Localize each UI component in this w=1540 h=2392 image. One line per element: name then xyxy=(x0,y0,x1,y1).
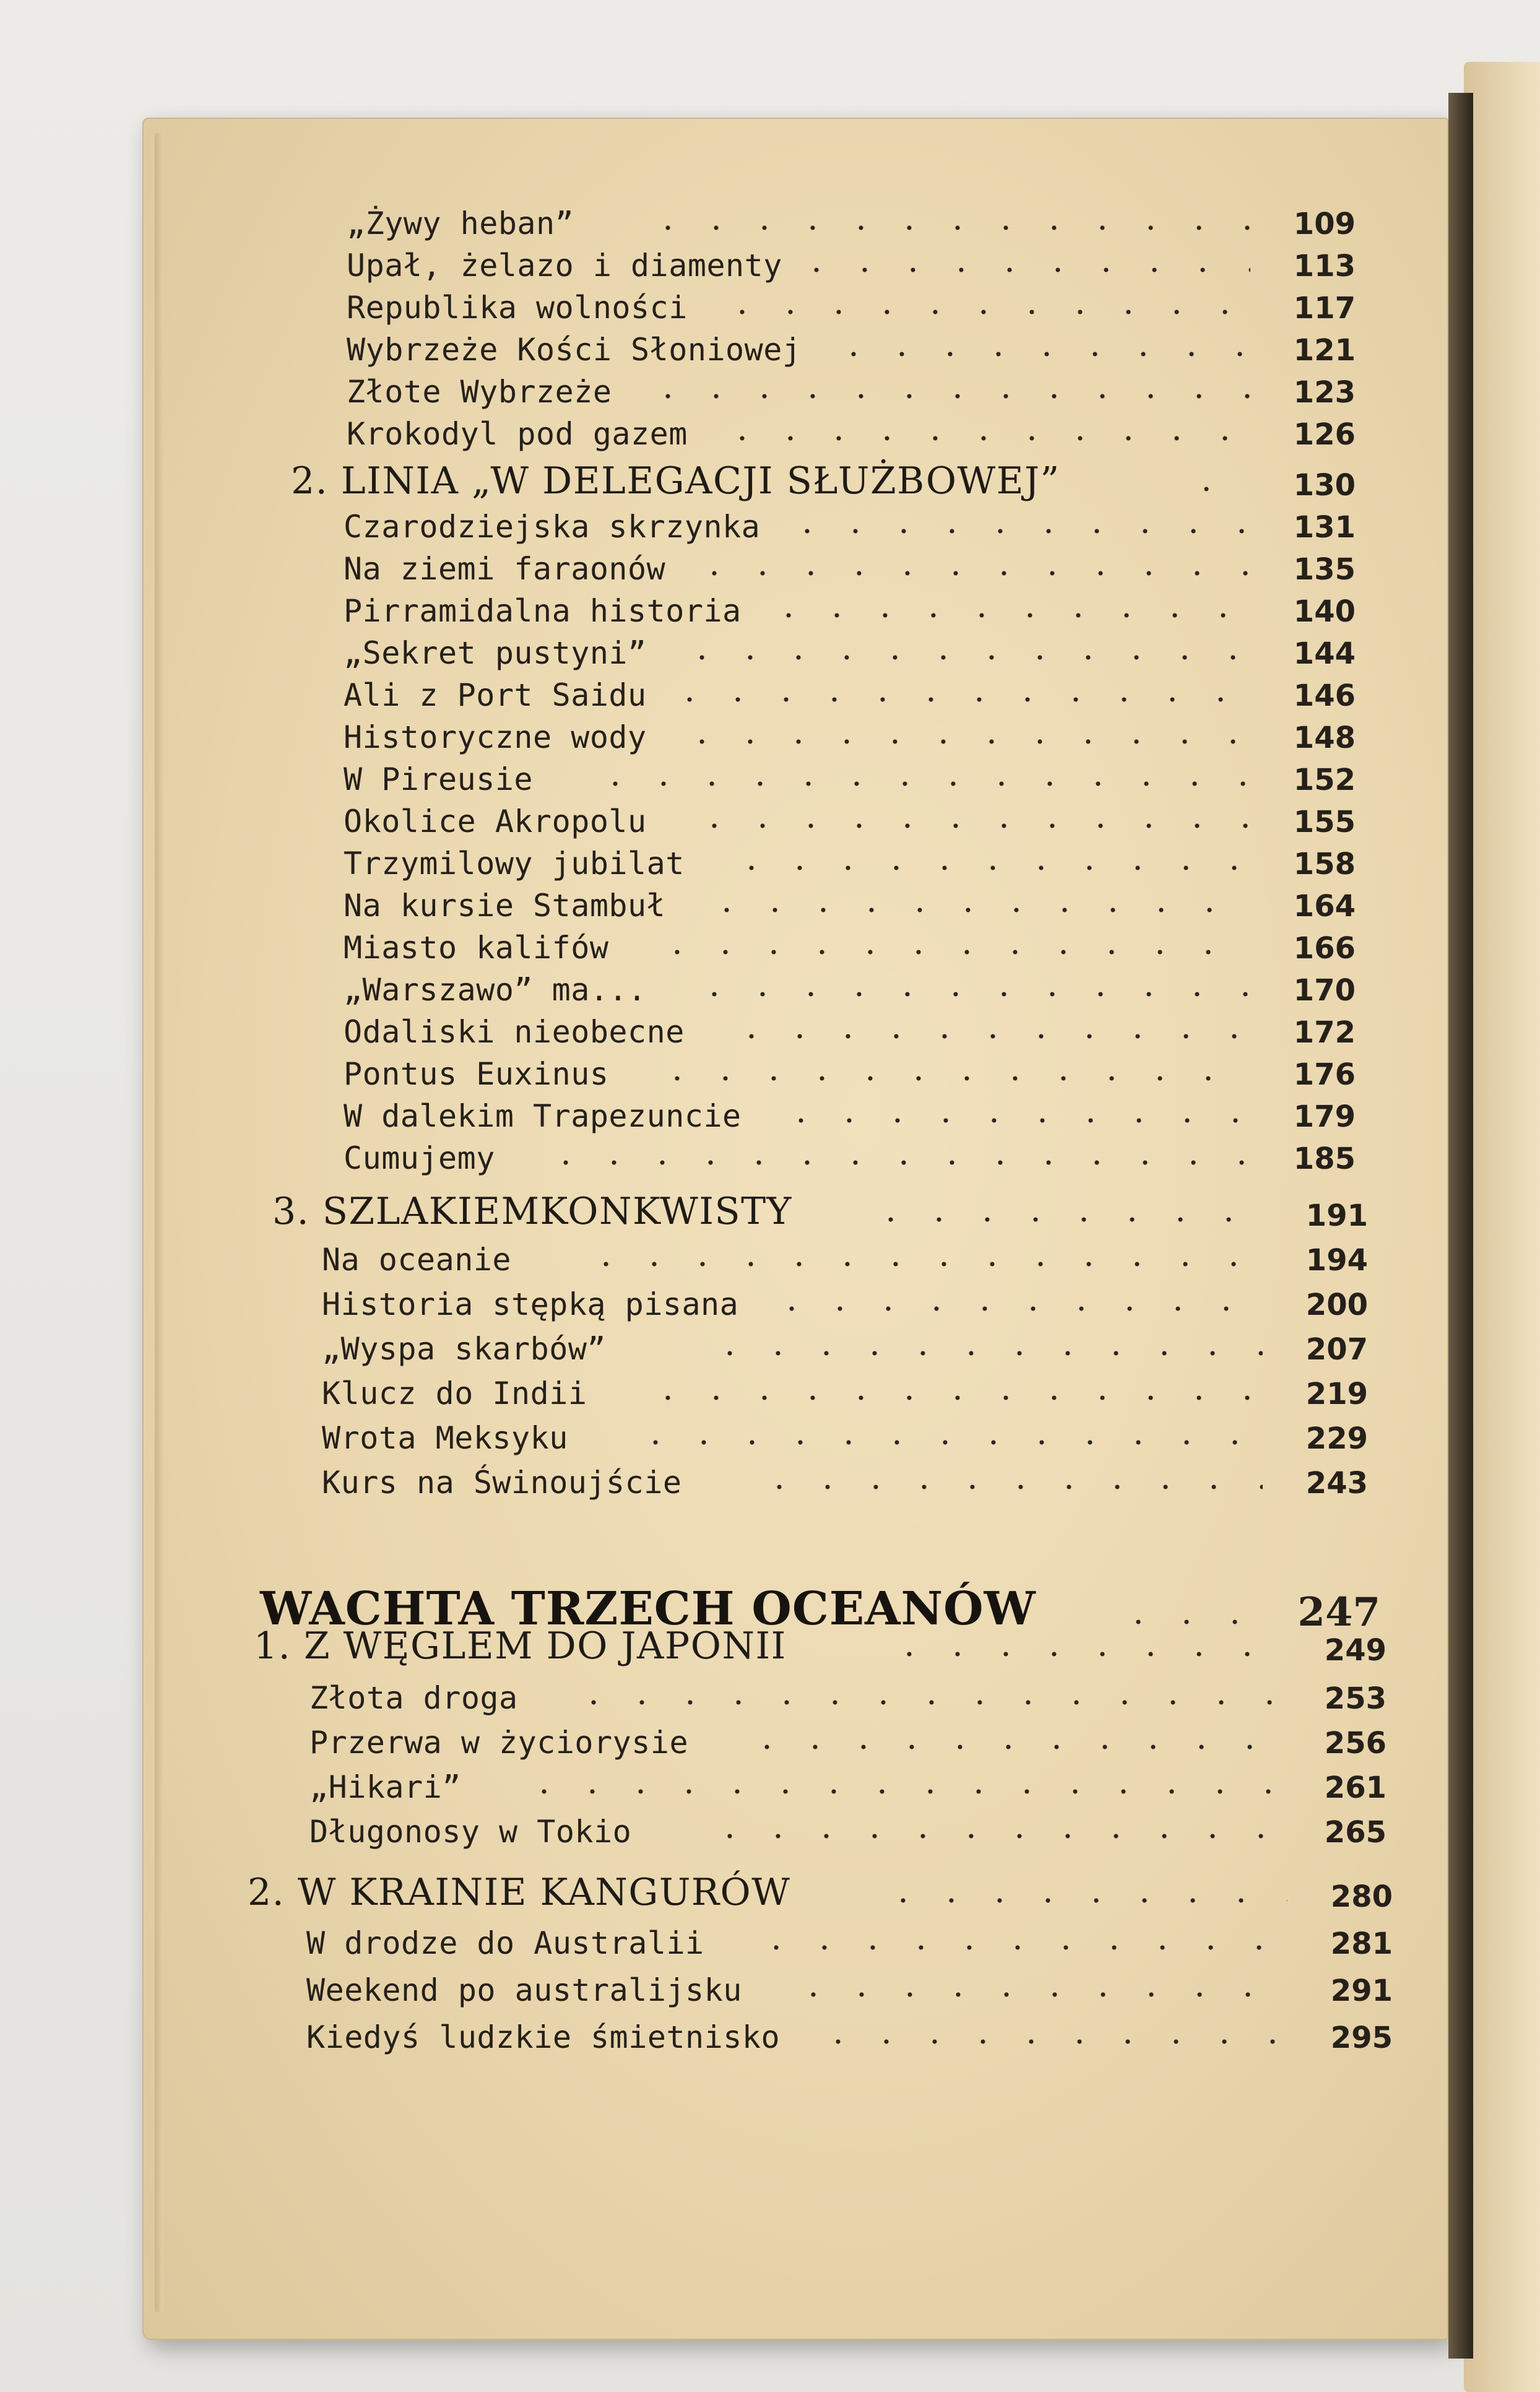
entry-title: Pirramidalna historia xyxy=(344,593,742,629)
entry-page: 152 xyxy=(1293,763,1356,797)
dot-leader xyxy=(569,1690,1281,1715)
toc-chapter xyxy=(254,1624,1386,1673)
toc-entry xyxy=(344,1012,1356,1055)
dot-leader xyxy=(653,940,1250,964)
dot-leader xyxy=(690,982,1250,1007)
entry-title: W dalekim Trapezuncie xyxy=(344,1098,742,1134)
dot-leader xyxy=(665,687,1250,712)
entry-title: Na kursie Stambuł xyxy=(344,888,666,924)
toc-entry xyxy=(344,548,1356,592)
dot-leader xyxy=(706,1341,1263,1366)
entry-page: 117 xyxy=(1293,291,1356,326)
entry-page: 155 xyxy=(1293,805,1356,839)
chapter-page: 249 xyxy=(1324,1633,1386,1668)
entry-title: Ali z Port Saidu xyxy=(344,677,647,713)
entry-page: 176 xyxy=(1293,1057,1356,1092)
entry-page: 229 xyxy=(1305,1421,1368,1456)
dot-leader xyxy=(814,2029,1287,2054)
toc-entry xyxy=(347,245,1356,288)
toc-entry xyxy=(322,1418,1368,1461)
dot-leader xyxy=(768,1296,1263,1321)
entry-title: Przerwa w życiorysie xyxy=(309,1725,689,1761)
part-title: WACHTA TRZECH OCEANÓW xyxy=(260,1582,1036,1636)
entry-title: Na ziemi faraonów xyxy=(344,551,666,587)
entry-page: 194 xyxy=(1305,1243,1368,1278)
entry-title: Wrota Meksyku xyxy=(322,1420,568,1456)
toc-entry xyxy=(344,675,1356,718)
entry-title: Złote Wybrzeże xyxy=(347,374,612,410)
entry-page: 121 xyxy=(1293,333,1356,368)
entry-page: 113 xyxy=(1293,249,1356,284)
toc-entry xyxy=(309,1678,1386,1721)
entry-page: 243 xyxy=(1305,1466,1368,1501)
dot-leader xyxy=(885,1642,1281,1666)
entry-page: 265 xyxy=(1324,1815,1386,1850)
entry-page: 135 xyxy=(1293,552,1356,587)
chapter-title: 1. Z WĘGLEM DO JAPONII xyxy=(254,1624,787,1668)
chapter-page: 191 xyxy=(1305,1198,1368,1233)
entry-title: Czarodziejska skrzynka xyxy=(344,509,761,545)
entry-page: 200 xyxy=(1305,1288,1368,1322)
entry-title: Złota droga xyxy=(309,1680,518,1716)
entry-page: 295 xyxy=(1330,2021,1393,2055)
dot-leader xyxy=(703,898,1250,922)
part-page: 247 xyxy=(1297,1589,1380,1636)
entry-title: Historia stępką pisana xyxy=(322,1286,739,1322)
entry-page: 179 xyxy=(1293,1099,1356,1134)
entry-title: Na oceanie xyxy=(322,1242,512,1278)
toc-entry xyxy=(347,287,1356,331)
toc-entry xyxy=(306,2017,1393,2060)
toc-entry xyxy=(344,591,1356,634)
entry-page: 185 xyxy=(1293,1142,1356,1176)
toc-entry xyxy=(344,759,1356,802)
entry-page: 140 xyxy=(1293,594,1356,629)
entry-title: W drodze do Australii xyxy=(306,1925,704,1961)
chapter-title: 2. LINIA „W DELEGACJI SŁUŻBOWEJ” xyxy=(291,459,1060,503)
entry-page: 281 xyxy=(1330,1926,1393,1961)
dot-leader xyxy=(591,771,1250,796)
dot-leader xyxy=(631,1430,1263,1455)
toc-entry xyxy=(322,1328,1368,1372)
entry-page: 123 xyxy=(1293,375,1356,410)
entry-page: 291 xyxy=(1330,1974,1393,2008)
entry-page: 109 xyxy=(1293,207,1356,241)
dot-leader xyxy=(777,1108,1250,1133)
dot-leader xyxy=(644,215,1250,240)
toc-chapter xyxy=(248,1871,1393,1919)
dot-leader xyxy=(520,1779,1281,1804)
dot-leader xyxy=(783,519,1250,544)
entry-page: 146 xyxy=(1293,678,1356,713)
toc-entry xyxy=(347,203,1356,246)
toc-entry xyxy=(347,414,1356,457)
dot-leader xyxy=(678,729,1250,754)
entry-page: 170 xyxy=(1293,973,1356,1008)
entry-page: 219 xyxy=(1305,1377,1368,1411)
toc-entry xyxy=(344,1054,1356,1097)
entry-page: 144 xyxy=(1293,636,1356,671)
toc-entry xyxy=(344,801,1356,844)
entry-title: „Wyspa skarbów” xyxy=(322,1331,607,1367)
toc-entry xyxy=(306,1970,1393,2013)
dot-leader xyxy=(644,1385,1263,1410)
dot-leader xyxy=(644,384,1250,409)
dot-leader xyxy=(678,645,1250,670)
toc-entry xyxy=(309,1722,1386,1766)
entry-title: Trzymilowy jubilat xyxy=(344,846,685,882)
entry-title: Krokodyl pod gazem xyxy=(347,416,688,452)
toc-entry xyxy=(344,969,1356,1013)
entry-page: 126 xyxy=(1293,417,1356,452)
dot-leader xyxy=(829,342,1250,366)
entry-title: Kurs na Świnoujście xyxy=(322,1465,682,1501)
toc-entry xyxy=(344,717,1356,760)
toc-entry xyxy=(344,843,1356,886)
dot-leader xyxy=(706,1824,1281,1848)
entry-title: „Sekret pustyni” xyxy=(344,635,647,671)
toc-entry xyxy=(309,1811,1386,1855)
entry-title: „Żywy heban” xyxy=(347,206,574,241)
toc-entry xyxy=(322,1462,1368,1506)
dot-leader xyxy=(690,561,1250,586)
entry-page: 164 xyxy=(1293,889,1356,924)
dot-leader xyxy=(755,1475,1263,1499)
chapter-title: 3. SZLAKIEMKONKWISTY xyxy=(272,1190,792,1233)
dot-leader xyxy=(690,813,1250,838)
entry-title: Miasto kalifów xyxy=(344,930,609,966)
toc-entry xyxy=(322,1284,1368,1327)
chapter-page: 130 xyxy=(1293,468,1356,503)
entry-title: Republika wolności xyxy=(347,290,688,326)
dot-leader xyxy=(718,426,1250,451)
entry-title: Okolice Akropolu xyxy=(344,804,647,839)
toc-chapter xyxy=(272,1190,1368,1238)
toc-entry xyxy=(306,1923,1393,1966)
toc-entry xyxy=(344,506,1356,550)
entry-title: Odaliski nieobecne xyxy=(344,1014,685,1050)
dot-leader xyxy=(727,856,1250,880)
dot-leader xyxy=(542,1150,1250,1175)
chapter-page: 280 xyxy=(1330,1879,1393,1914)
toc-entry xyxy=(344,1096,1356,1139)
dot-leader xyxy=(743,1735,1281,1759)
chapter-title: 2. W KRAINIE KANGURÓW xyxy=(248,1871,791,1914)
toc-entry xyxy=(344,1138,1356,1181)
dot-leader xyxy=(867,1207,1263,1232)
toc-entry xyxy=(344,885,1356,929)
toc-entry xyxy=(344,633,1356,676)
dot-leader xyxy=(1182,477,1250,501)
dot-leader xyxy=(727,1024,1250,1049)
toc-entry xyxy=(322,1239,1368,1283)
entry-page: 261 xyxy=(1324,1770,1386,1805)
entry-page: 253 xyxy=(1324,1681,1386,1716)
entry-title: Kiedyś ludzkie śmietnisko xyxy=(306,2019,781,2055)
dot-leader xyxy=(789,1982,1287,2007)
entry-title: Klucz do Indii xyxy=(322,1376,587,1411)
entry-title: W Pireusie xyxy=(344,761,534,797)
dot-leader xyxy=(764,603,1250,628)
dot-leader xyxy=(792,258,1250,282)
entry-title: „Warszawo” ma... xyxy=(344,972,647,1008)
entry-title: Pontus Euxinus xyxy=(344,1056,609,1092)
entry-title: Cumujemy xyxy=(344,1140,495,1176)
entry-page: 207 xyxy=(1305,1332,1368,1367)
entry-title: Długonosy w Tokio xyxy=(309,1814,632,1850)
toc-entry xyxy=(322,1373,1368,1416)
entry-title: Historyczne wody xyxy=(344,719,647,755)
entry-title: „Hikari” xyxy=(309,1769,461,1805)
toc-entry xyxy=(347,329,1356,373)
toc-entry xyxy=(309,1767,1386,1810)
entry-page: 131 xyxy=(1293,510,1356,545)
entry-title: Wybrzeże Kości Słoniowej xyxy=(347,332,802,368)
dot-leader xyxy=(752,1935,1287,1960)
entry-page: 148 xyxy=(1293,721,1356,755)
dot-leader xyxy=(718,300,1250,324)
dot-leader xyxy=(879,1888,1287,1913)
entry-title: Upał, żelazo i diamenty xyxy=(347,248,782,284)
entry-title: Weekend po australijsku xyxy=(306,1972,742,2008)
toc-entry xyxy=(344,927,1356,971)
toc-entry xyxy=(347,371,1356,415)
entry-page: 172 xyxy=(1293,1015,1356,1050)
dot-leader xyxy=(653,1066,1250,1091)
entry-page: 158 xyxy=(1293,847,1356,882)
toc-chapter xyxy=(291,459,1356,508)
dot-leader xyxy=(582,1252,1263,1276)
entry-page: 256 xyxy=(1324,1726,1386,1761)
entry-page: 166 xyxy=(1293,931,1356,966)
